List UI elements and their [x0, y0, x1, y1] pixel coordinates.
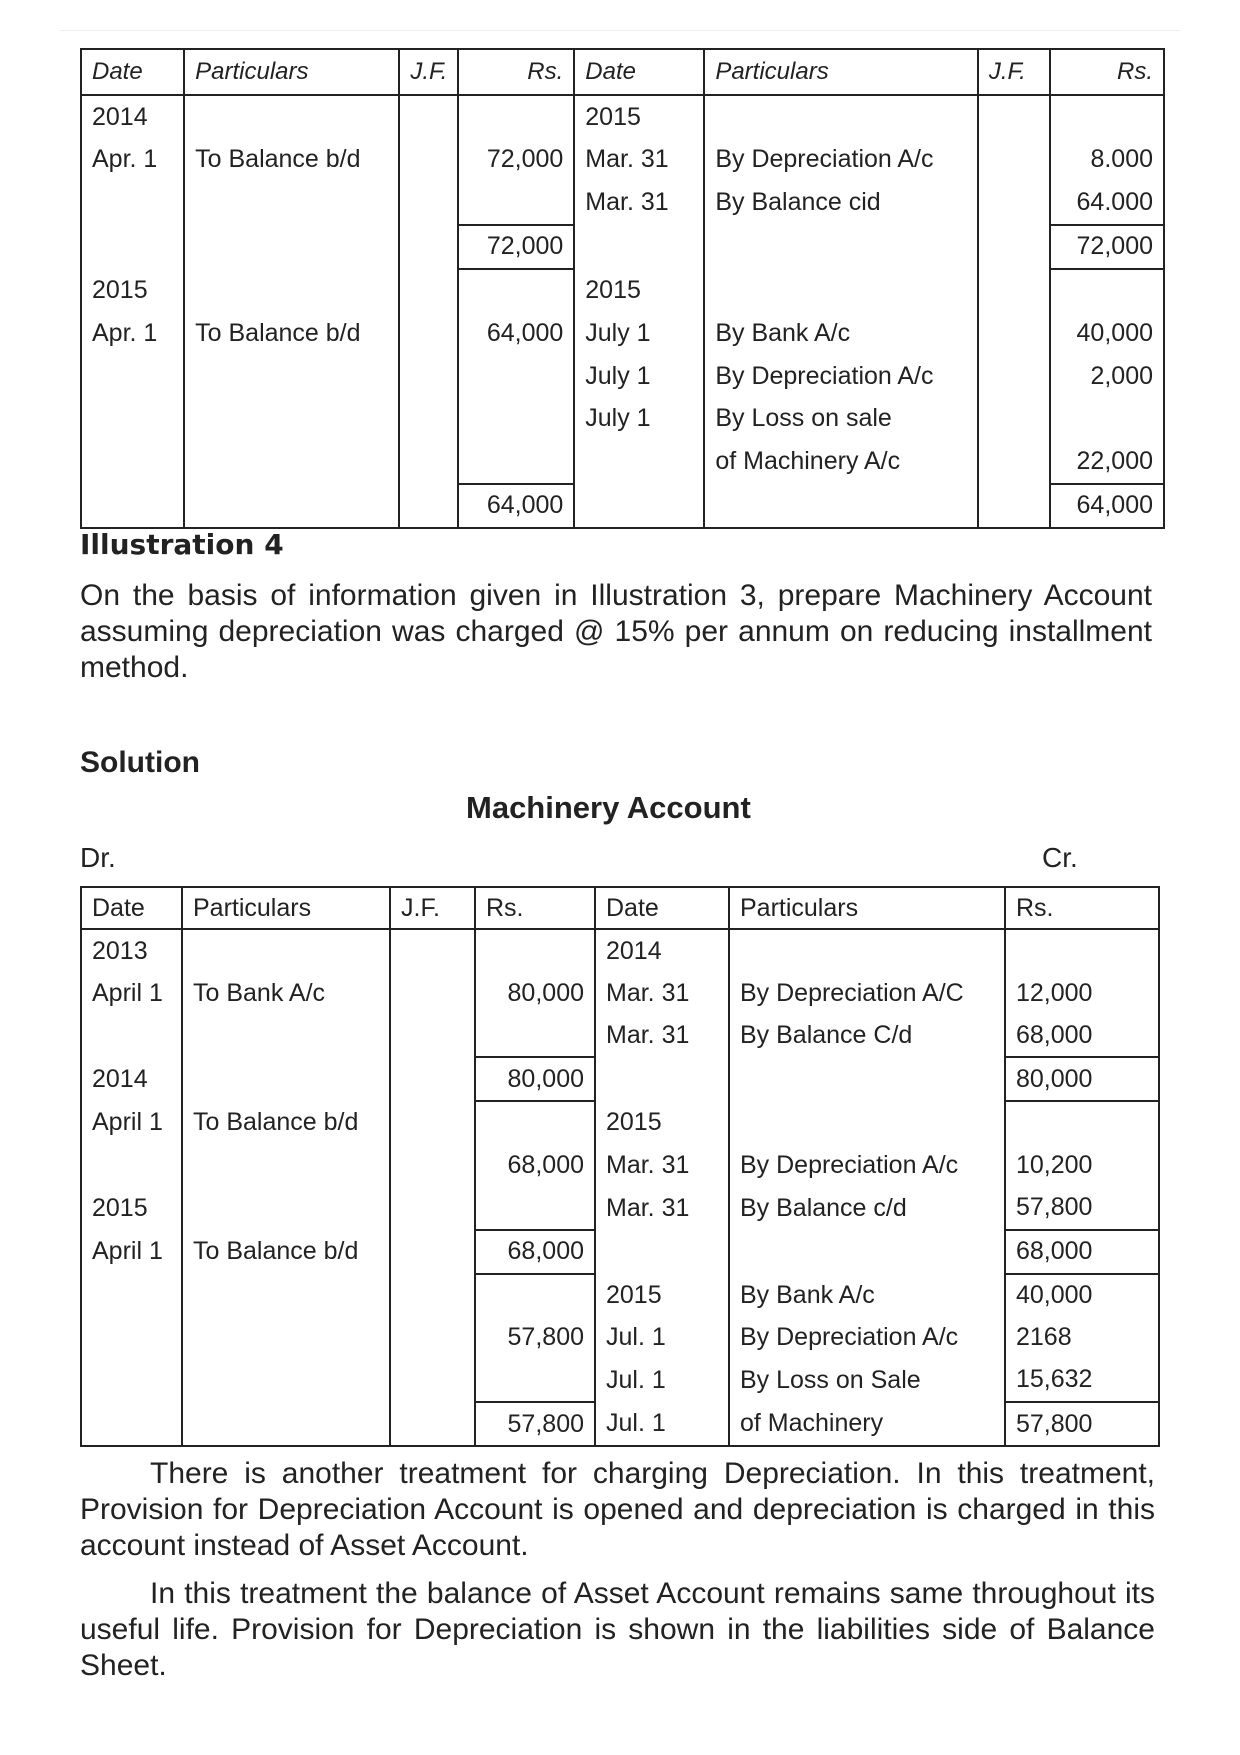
table-cell — [475, 1014, 595, 1057]
table-cell — [729, 1057, 1005, 1101]
illustration-text: On the basis of information given in Illustration 3, prepare Machinery Account assuming depreciation was charged @ 15% per annum on reducing installment method. — [80, 579, 1152, 684]
table-cell — [978, 225, 1050, 270]
table-cell: To Bank A/c — [182, 972, 390, 1014]
table-cell — [182, 1317, 390, 1359]
table-cell — [81, 181, 184, 225]
table-cell: 57,800 — [475, 1317, 595, 1359]
table-cell — [81, 1144, 182, 1186]
table-cell — [978, 139, 1050, 182]
table-cell: By Bank A/c — [704, 313, 978, 356]
column-header: Particulars — [182, 887, 390, 929]
body-paragraph: There is another treatment for charging Depreciation. In this treatment, Provision for Depreciation Account is opened and depreciation is charged in this account instead of Asset Account. — [80, 1457, 1155, 1562]
table-cell — [182, 1359, 390, 1402]
table-cell — [184, 398, 399, 441]
table-row — [81, 269, 1164, 313]
table-cell — [978, 440, 1050, 484]
table-cell — [1050, 95, 1164, 139]
table-cell: Mar. 31 — [595, 1187, 729, 1230]
table-row — [81, 1402, 1159, 1446]
table-cell — [458, 269, 575, 313]
table-cell: 64.000 — [1050, 181, 1164, 225]
table-cell — [399, 440, 457, 484]
table-cell: By Loss on sale — [704, 398, 978, 441]
table-row — [81, 440, 1164, 484]
table-cell — [458, 95, 575, 139]
table-cell: 2015 — [574, 95, 704, 139]
table-cell — [704, 95, 978, 139]
table-cell — [475, 1274, 595, 1317]
table-cell: 10,200 — [1005, 1144, 1159, 1186]
table-cell — [81, 1402, 182, 1446]
table-cell — [1005, 1101, 1159, 1144]
table-cell — [399, 95, 457, 139]
table-cell — [399, 225, 457, 270]
table-cell: 64,000 — [458, 313, 575, 356]
table-cell: To Balance b/d — [184, 139, 399, 182]
table-cell: 22,000 — [1050, 440, 1164, 484]
table-header-row — [81, 49, 1164, 95]
total-cell: 57,800 — [1005, 1402, 1159, 1446]
table-cell — [399, 398, 457, 441]
table-cell: Jul. 1 — [595, 1402, 729, 1446]
table-cell — [390, 1057, 475, 1101]
table-cell: Mar. 31 — [595, 1014, 729, 1057]
total-cell: 64,000 — [458, 484, 575, 529]
table-cell — [978, 95, 1050, 139]
total-cell: 80,000 — [1005, 1057, 1159, 1101]
credit-label: Cr. — [1042, 842, 1078, 873]
column-header: J.F. — [978, 49, 1050, 95]
table-cell: By Depreciation A/c — [704, 355, 978, 398]
table-cell — [182, 1402, 390, 1446]
table-cell — [390, 1014, 475, 1057]
table-cell — [458, 181, 575, 225]
column-header: Date — [574, 49, 704, 95]
table-cell — [978, 398, 1050, 441]
table-cell: April 1 — [81, 972, 182, 1014]
table-cell — [182, 1014, 390, 1057]
table-cell — [81, 1359, 182, 1402]
column-header: Particulars — [704, 49, 978, 95]
table-cell — [475, 929, 595, 972]
table-cell — [390, 1359, 475, 1402]
table-cell — [184, 225, 399, 270]
table-cell — [390, 1187, 475, 1230]
page-top-rule — [60, 30, 1180, 31]
table-cell — [182, 929, 390, 972]
table-cell: July 1 — [574, 398, 704, 441]
column-header: Date — [595, 887, 729, 929]
table-cell — [182, 1187, 390, 1230]
table-cell — [399, 355, 457, 398]
table-cell: July 1 — [574, 313, 704, 356]
table-cell — [595, 1057, 729, 1101]
table-cell: of Machinery — [729, 1402, 1005, 1446]
table-cell — [182, 1274, 390, 1317]
table-cell: Jul. 1 — [595, 1317, 729, 1359]
ledger-table-1 — [80, 48, 1165, 529]
table-cell — [182, 1057, 390, 1101]
table-cell: 8.000 — [1050, 139, 1164, 182]
table-cell — [182, 1144, 390, 1186]
table-cell — [390, 929, 475, 972]
table-cell — [458, 355, 575, 398]
table-cell — [184, 269, 399, 313]
table-cell — [184, 95, 399, 139]
total-cell: 57,800 — [475, 1402, 595, 1446]
table-cell: Apr. 1 — [81, 313, 184, 356]
table-cell — [390, 972, 475, 1014]
column-header: Particulars — [729, 887, 1005, 929]
table-cell — [475, 1359, 595, 1402]
table-row — [81, 95, 1164, 139]
table-cell: 68,000 — [475, 1144, 595, 1186]
table-cell: of Machinery A/c — [704, 440, 978, 484]
table-cell: July 1 — [574, 355, 704, 398]
table-cell — [81, 225, 184, 270]
column-header: Rs. — [458, 49, 575, 95]
table-cell — [390, 1230, 475, 1274]
table-cell — [184, 440, 399, 484]
table-cell — [475, 1187, 595, 1230]
table-row — [81, 1101, 1159, 1144]
table-cell — [704, 269, 978, 313]
column-header: J.F. — [390, 887, 475, 929]
table-cell — [574, 484, 704, 529]
table-cell — [978, 269, 1050, 313]
table-cell — [978, 484, 1050, 529]
total-cell: 68,000 — [1005, 1230, 1159, 1274]
table-cell: By Depreciation A/c — [729, 1317, 1005, 1359]
table-cell: 2015 — [595, 1101, 729, 1144]
table-row — [81, 1317, 1159, 1359]
table-row — [81, 972, 1159, 1014]
column-header: J.F. — [399, 49, 457, 95]
table-cell: 2015 — [574, 269, 704, 313]
table-cell — [458, 398, 575, 441]
table-cell: 2015 — [595, 1274, 729, 1317]
table-cell: April 1 — [81, 1101, 182, 1144]
table-row — [81, 1274, 1159, 1317]
table-row — [81, 313, 1164, 356]
table-row — [81, 1057, 1159, 1101]
table-cell — [574, 440, 704, 484]
table-cell: Mar. 31 — [595, 972, 729, 1014]
table-cell — [390, 1101, 475, 1144]
table-cell — [390, 1402, 475, 1446]
total-cell: 80,000 — [475, 1057, 595, 1101]
body-paragraph: In this treatment the balance of Asset Account remains same throughout its useful life. Provision for Depreciation is shown in the liabilities side of Balance Sheet. — [80, 1577, 1155, 1682]
table-cell — [978, 313, 1050, 356]
table-cell — [595, 1230, 729, 1274]
table-row — [81, 181, 1164, 225]
table-cell: By Bank A/c — [729, 1274, 1005, 1317]
table-cell — [81, 1014, 182, 1057]
table-cell — [184, 181, 399, 225]
table-cell — [81, 484, 184, 529]
table-row — [81, 929, 1159, 972]
table-cell — [978, 355, 1050, 398]
column-header: Particulars — [184, 49, 399, 95]
table-cell: 2014 — [81, 95, 184, 139]
table-cell: April 1 — [81, 1230, 182, 1274]
table-cell — [978, 181, 1050, 225]
table-row — [81, 1230, 1159, 1274]
table-cell — [1050, 398, 1164, 441]
column-header: Date — [81, 887, 182, 929]
table-cell: 2015 — [81, 269, 184, 313]
total-cell: 64,000 — [1050, 484, 1164, 529]
table-cell — [729, 929, 1005, 972]
table-cell — [390, 1144, 475, 1186]
table-cell: To Balance b/d — [182, 1101, 390, 1144]
column-header: Date — [81, 49, 184, 95]
illustration-heading: Illustration 4 — [80, 528, 284, 561]
table-cell: By Balance cid — [704, 181, 978, 225]
table-cell — [390, 1317, 475, 1359]
table-cell — [729, 1101, 1005, 1144]
column-header: Rs. — [1050, 49, 1164, 95]
table-cell: Mar. 31 — [574, 181, 704, 225]
table-cell: Jul. 1 — [595, 1359, 729, 1402]
total-cell: 68,000 — [475, 1230, 595, 1274]
table-cell — [1005, 929, 1159, 972]
table-cell: Mar. 31 — [574, 139, 704, 182]
table-cell: By Depreciation A/c — [704, 139, 978, 182]
table-cell: By Balance c/d — [729, 1187, 1005, 1230]
table-cell: 2015 — [81, 1187, 182, 1230]
table-cell — [704, 225, 978, 270]
table-row — [81, 225, 1164, 270]
table-cell — [399, 181, 457, 225]
table-cell — [458, 440, 575, 484]
table-row — [81, 139, 1164, 182]
table-cell: 2014 — [81, 1057, 182, 1101]
machinery-account-table — [80, 886, 1160, 1447]
table-cell: 80,000 — [475, 972, 595, 1014]
table-cell: Apr. 1 — [81, 139, 184, 182]
table-cell — [704, 484, 978, 529]
table-cell — [1050, 269, 1164, 313]
total-cell: 72,000 — [1050, 225, 1164, 270]
table-cell: Mar. 31 — [595, 1144, 729, 1186]
table-row — [81, 484, 1164, 529]
table-cell — [184, 355, 399, 398]
table-cell — [390, 1274, 475, 1317]
table-cell: 57,800 — [1005, 1187, 1159, 1230]
table-cell: To Balance b/d — [182, 1230, 390, 1274]
table-cell — [399, 484, 457, 529]
account-title: Machinery Account — [466, 790, 751, 825]
table-cell — [81, 1317, 182, 1359]
table-cell — [81, 1274, 182, 1317]
table-cell: 15,632 — [1005, 1359, 1159, 1402]
table-cell: To Balance b/d — [184, 313, 399, 356]
table-cell: 68,000 — [1005, 1014, 1159, 1057]
table-cell — [399, 313, 457, 356]
table-cell: 40,000 — [1050, 313, 1164, 356]
table-cell — [184, 484, 399, 529]
table-cell: By Depreciation A/c — [729, 1144, 1005, 1186]
table-cell: 2013 — [81, 929, 182, 972]
table-cell — [81, 440, 184, 484]
table-cell: By Balance C/d — [729, 1014, 1005, 1057]
table-cell — [574, 225, 704, 270]
table-cell — [475, 1101, 595, 1144]
table-cell: 2014 — [595, 929, 729, 972]
table-row — [81, 355, 1164, 398]
table-cell: By Depreciation A/C — [729, 972, 1005, 1014]
total-cell: 72,000 — [458, 225, 575, 270]
debit-label: Dr. — [80, 842, 116, 873]
table-row — [81, 1187, 1159, 1230]
table-cell — [399, 139, 457, 182]
table-cell: 72,000 — [458, 139, 575, 182]
table-row — [81, 1359, 1159, 1402]
table-row — [81, 398, 1164, 441]
solution-label: Solution — [80, 746, 200, 779]
table-row — [81, 1144, 1159, 1186]
table-cell: 12,000 — [1005, 972, 1159, 1014]
table-cell — [81, 355, 184, 398]
table-row — [81, 1014, 1159, 1057]
column-header: Rs. — [475, 887, 595, 929]
table-cell — [729, 1230, 1005, 1274]
table-cell — [399, 269, 457, 313]
table-cell: 2,000 — [1050, 355, 1164, 398]
table-cell: By Loss on Sale — [729, 1359, 1005, 1402]
table-cell: 2168 — [1005, 1317, 1159, 1359]
table-cell: 40,000 — [1005, 1274, 1159, 1317]
table-header-row — [81, 887, 1159, 929]
table-cell — [81, 398, 184, 441]
column-header: Rs. — [1005, 887, 1159, 929]
